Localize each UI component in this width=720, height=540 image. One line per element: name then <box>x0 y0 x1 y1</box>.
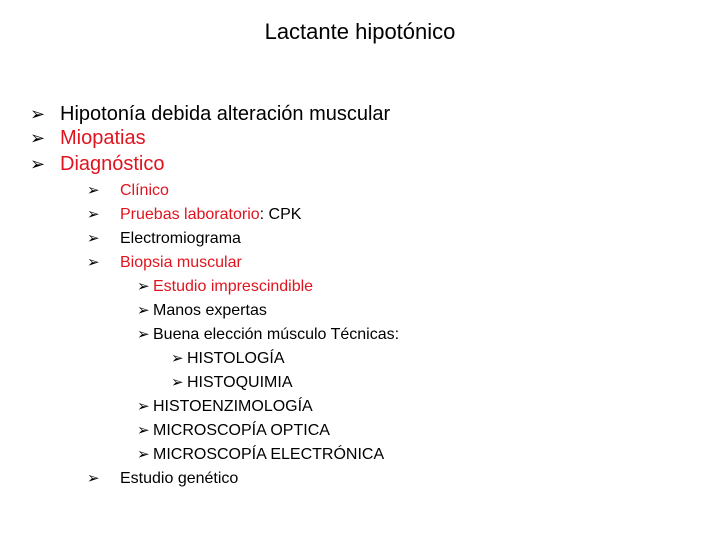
arrow-bullet-icon: ➢ <box>137 445 150 463</box>
arrow-bullet-icon: ➢ <box>87 205 100 223</box>
sub-item-clinico <box>87 179 169 202</box>
sub-item-text: Estudio genético <box>120 470 239 487</box>
sub-item-pruebas <box>87 203 301 226</box>
bullet-text: Diagnóstico <box>60 153 165 175</box>
bullet-text: Miopatias <box>60 127 146 149</box>
sub-item-electromiograma <box>87 227 241 250</box>
sub-item-biopsia <box>87 251 242 274</box>
detail-item-estudio <box>137 275 313 298</box>
bullet-item-miopatias <box>30 126 146 151</box>
sub-item-text: Biopsia muscular <box>120 254 242 271</box>
sub-item-genetico <box>87 467 238 490</box>
detail-item-text: MICROSCOPÍA OPTICA <box>153 422 330 439</box>
arrow-bullet-icon: ➢ <box>87 253 100 271</box>
detail-item-text: Estudio imprescindible <box>153 278 314 295</box>
arrow-bullet-icon: ➢ <box>87 469 100 487</box>
detail-item-histoquimia <box>171 371 293 394</box>
bullet-text: Hipotonía debida alteración muscular <box>60 103 391 125</box>
detail-item-eleccion <box>137 323 399 346</box>
arrow-bullet-icon: ➢ <box>87 181 100 199</box>
arrow-bullet-icon: ➢ <box>87 229 100 247</box>
arrow-bullet-icon: ➢ <box>30 104 46 125</box>
slide-title: Lactante hipotónico <box>264 19 456 44</box>
detail-item-microscopia-optica <box>137 419 330 442</box>
sub-item-text: Clínico <box>120 182 169 199</box>
detail-item-text: HISTOQUIMIA <box>187 374 293 391</box>
sub-item-text-cpk: : CPK <box>259 206 302 223</box>
detail-item-histoenzimologia <box>137 395 313 418</box>
arrow-bullet-icon: ➢ <box>137 301 150 319</box>
detail-item-histologia <box>171 347 285 370</box>
arrow-bullet-icon: ➢ <box>137 421 150 439</box>
detail-item-manos <box>137 299 267 322</box>
detail-item-text: Manos expertas <box>153 302 267 319</box>
arrow-bullet-icon: ➢ <box>30 154 46 175</box>
arrow-bullet-icon: ➢ <box>171 373 184 391</box>
bullet-item-hipotonia <box>30 102 390 127</box>
detail-item-text: MICROSCOPÍA ELECTRÓNICA <box>153 446 385 463</box>
arrow-bullet-icon: ➢ <box>137 397 150 415</box>
arrow-bullet-icon: ➢ <box>30 128 46 149</box>
sub-item-text: Pruebas laboratorio <box>120 206 260 223</box>
bullet-item-diagnostico <box>30 152 165 177</box>
detail-item-text: Buena elección músculo Técnicas: <box>153 326 400 343</box>
arrow-bullet-icon: ➢ <box>171 349 184 367</box>
arrow-bullet-icon: ➢ <box>137 277 150 295</box>
detail-item-text: HISTOLOGÍA <box>187 350 285 367</box>
sub-item-text: Electromiograma <box>120 230 241 247</box>
arrow-bullet-icon: ➢ <box>137 325 150 343</box>
detail-item-text: HISTOENZIMOLOGÍA <box>153 398 313 415</box>
detail-item-microscopia-electronica <box>137 443 384 466</box>
